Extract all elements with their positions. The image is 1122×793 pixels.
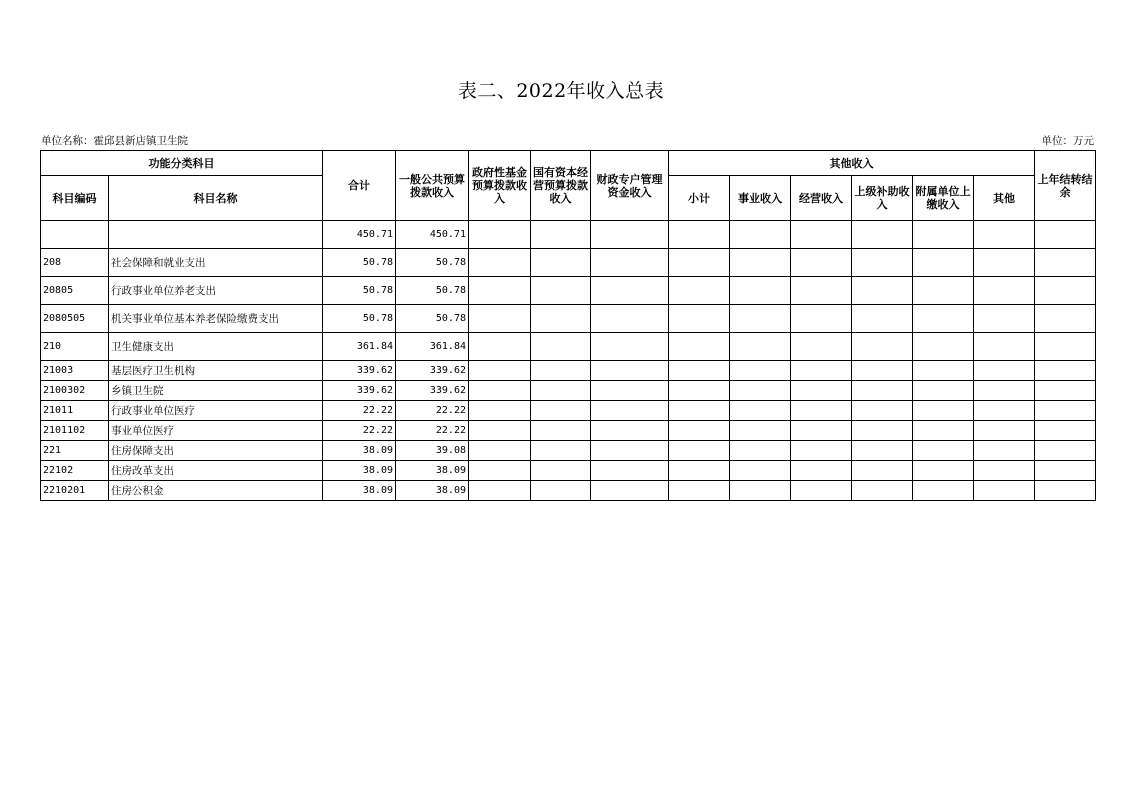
cell-total: 22.22 [323, 401, 396, 421]
cell-name: 基层医疗卫生机构 [109, 361, 323, 381]
header-other: 其他 [974, 176, 1035, 221]
cell-name: 住房改革支出 [109, 461, 323, 481]
header-business-income: 事业收入 [730, 176, 791, 221]
cell-general: 22.22 [396, 401, 469, 421]
header-name: 科目名称 [109, 176, 323, 221]
cell-total: 38.09 [323, 481, 396, 501]
cell-code: 2080505 [41, 305, 109, 333]
cell-code: 2210201 [41, 481, 109, 501]
header-affiliated-unit: 附属单位上缴收入 [913, 176, 974, 221]
table-row [41, 361, 1096, 381]
cell-code: 21003 [41, 361, 109, 381]
table-row [41, 305, 1096, 333]
header-code: 科目编码 [41, 176, 109, 221]
table-row [41, 481, 1096, 501]
cell-name: 机关事业单位基本养老保险缴费支出 [109, 305, 323, 333]
cell-total: 50.78 [323, 249, 396, 277]
cell-name: 乡镇卫生院 [109, 381, 323, 401]
table-row [41, 461, 1096, 481]
cell-general: 38.09 [396, 481, 469, 501]
cell-name: 行政事业单位医疗 [109, 401, 323, 421]
table-row [41, 277, 1096, 305]
header-operating-income: 经营收入 [791, 176, 852, 221]
cell-general: 38.09 [396, 461, 469, 481]
header-other-income: 其他收入 [669, 151, 1035, 176]
cell-code: 221 [41, 441, 109, 461]
cell-general: 50.78 [396, 249, 469, 277]
header-func-category: 功能分类科目 [41, 151, 323, 176]
cell-code: 20805 [41, 277, 109, 305]
cell-general: 22.22 [396, 421, 469, 441]
header-total: 合计 [323, 151, 396, 221]
cell-total: 50.78 [323, 277, 396, 305]
cell-code: 208 [41, 249, 109, 277]
cell-general: 339.62 [396, 381, 469, 401]
header-fiscal-special: 财政专户管理资金收入 [591, 151, 669, 221]
table-row [41, 249, 1096, 277]
page-title: 表二、2022年收入总表 [457, 80, 665, 102]
cell-name: 卫生健康支出 [109, 333, 323, 361]
cell-general: 339.62 [396, 361, 469, 381]
header-carryover: 上年结转结余 [1035, 151, 1096, 221]
table-row [41, 401, 1096, 421]
cell-total: 50.78 [323, 305, 396, 333]
cell-total: 339.62 [323, 381, 396, 401]
header-gov-fund: 政府性基金预算拨款收入 [469, 151, 531, 221]
cell-code: 2101102 [41, 421, 109, 441]
header-subtotal: 小计 [669, 176, 730, 221]
unit-label: 单位：万元 [1041, 135, 1094, 147]
cell-name: 事业单位医疗 [109, 421, 323, 441]
table-row [41, 381, 1096, 401]
cell-general: 39.08 [396, 441, 469, 461]
table-row [41, 441, 1096, 461]
cell-name: 行政事业单位养老支出 [109, 277, 323, 305]
cell-general: 50.78 [396, 277, 469, 305]
cell-code: 22102 [41, 461, 109, 481]
cell-general: 50.78 [396, 305, 469, 333]
table-row [41, 221, 1096, 249]
cell-total: 361.84 [323, 333, 396, 361]
unit-name-label: 单位名称：霍邱县新店镇卫生院 [41, 135, 188, 147]
cell-total: 22.22 [323, 421, 396, 441]
table-row [41, 421, 1096, 441]
cell-general: 361.84 [396, 333, 469, 361]
cell-code: 21011 [41, 401, 109, 421]
cell-total: 38.09 [323, 441, 396, 461]
header-superior-subsidy: 上级补助收入 [852, 176, 913, 221]
header-state-capital: 国有资本经营预算拨款收入 [531, 151, 591, 221]
cell-name: 社会保障和就业支出 [109, 249, 323, 277]
cell-name: 住房保障支出 [109, 441, 323, 461]
cell-total: 38.09 [323, 461, 396, 481]
cell-code [41, 221, 109, 249]
cell-code: 2100302 [41, 381, 109, 401]
header-general-budget: 一般公共预算拨款收入 [396, 151, 469, 221]
cell-name [109, 221, 323, 249]
cell-total: 450.71 [323, 221, 396, 249]
cell-code: 210 [41, 333, 109, 361]
cell-total: 339.62 [323, 361, 396, 381]
cell-general: 450.71 [396, 221, 469, 249]
table-row [41, 333, 1096, 361]
cell-name: 住房公积金 [109, 481, 323, 501]
income-table [40, 150, 1096, 501]
